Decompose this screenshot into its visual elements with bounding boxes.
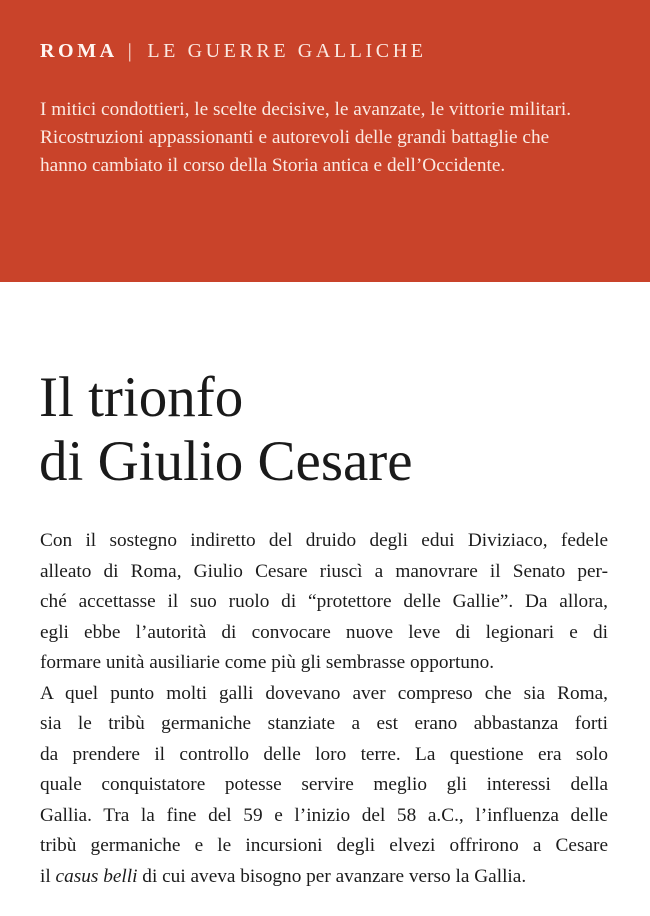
tagline-line: Ricostruzioni appassionanti e autorevoli delle grandi battaglie che [40, 127, 550, 148]
tagline-line: hanno cambiato il corso della Storia antica e dell’Occidente. [40, 155, 506, 176]
body-line: A quel punto molti galli dovevano aver compreso che sia Roma, [40, 682, 608, 704]
body-line: formare unità ausiliarie come più gli sembrasse opportuno. [40, 652, 495, 673]
tagline-line: I mitici condottieri, le scelte decisive, le avanzate, le vittorie militari. [40, 99, 572, 120]
series-label: ROMA [40, 40, 118, 62]
series-separator: | [127, 40, 136, 62]
header-banner [0, 0, 650, 282]
title-line-2: di Giulio Cesare [39, 430, 413, 493]
series-tagline [40, 96, 620, 180]
body-line-last [40, 862, 608, 893]
article-body [40, 526, 608, 892]
last-line-prefix: il [40, 865, 56, 887]
body-line: ché accettasse il suo ruolo di “protettore delle Gallie”. Da allora, [40, 591, 608, 612]
body-line: Gallia. Tra la fine del 59 e l’inizio del 58 a.C., l’influenza delle [40, 804, 608, 826]
body-line: Con il sostegno indiretto del druido degli edui Diviziaco, fedele [40, 530, 608, 551]
series-title: LE GUERRE GALLICHE [147, 40, 427, 62]
title-line-1: Il trionfo [39, 366, 244, 429]
body-line: alleato di Roma, Giulio Cesare riuscì a manovrare il Senato per- [40, 560, 608, 582]
series-heading [40, 40, 427, 63]
body-line: quale conquistatore potesse servire meglio gli interessi della [40, 774, 608, 795]
body-line: tribù germaniche e le incursioni degli elvezi offrirono a Cesare [40, 835, 608, 856]
casus-belli-italic: casus belli [55, 865, 138, 887]
body-line: sia le tribù germaniche stanziate a est erano abbastanza forti [40, 713, 608, 734]
page-title [39, 366, 413, 494]
last-line-suffix: di cui aveva bisogno per avanzare verso la Gallia. [137, 865, 527, 887]
body-line: da prendere il controllo delle loro terre. La questione era solo [40, 743, 608, 765]
body-line: egli ebbe l’autorità di convocare nuove leve di legionari e di [40, 621, 608, 643]
